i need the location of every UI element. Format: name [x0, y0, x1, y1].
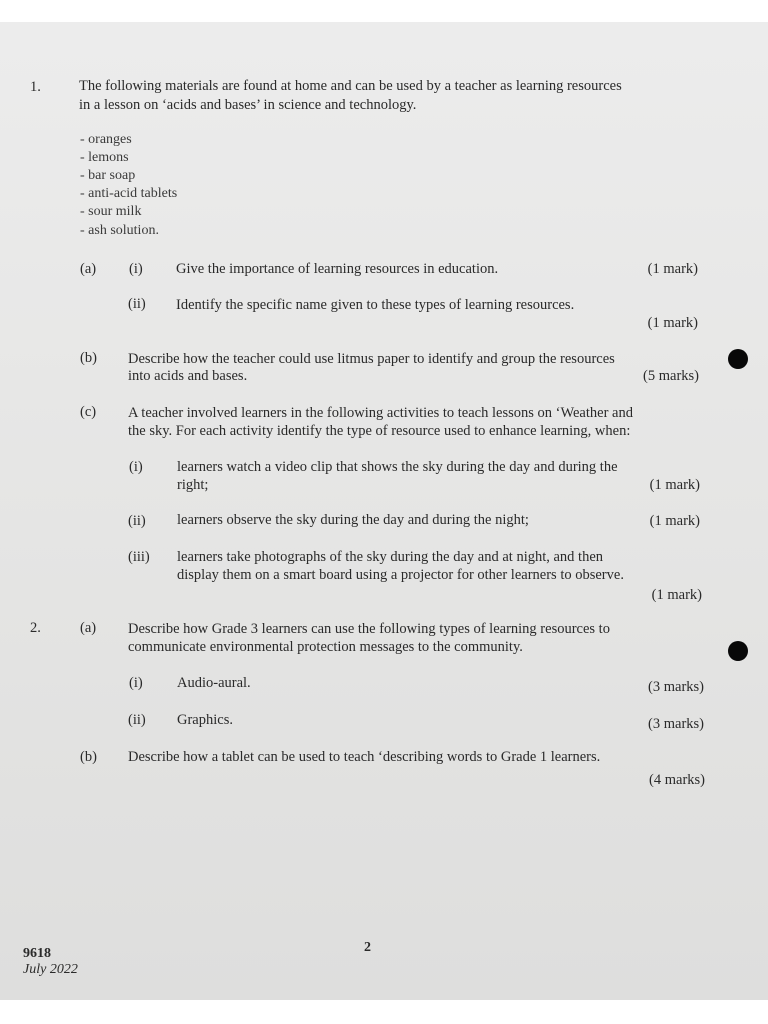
part-1c-iii-marks: (1 mark) [651, 587, 702, 603]
part-1b-label: (b) [80, 350, 97, 366]
part-1a-ii-label: (ii) [128, 296, 146, 312]
part-1c-line-1: A teacher involved learners in the following activities to teach lessons on ‘Weather and [128, 405, 633, 421]
exam-page [0, 22, 768, 1000]
part-2a-ii-text: Graphics. [177, 712, 233, 728]
part-2b-label: (b) [80, 749, 97, 765]
material-item: - anti-acid tablets [80, 186, 178, 201]
part-1a-i-label: (i) [129, 261, 143, 277]
part-2a-label: (a) [80, 620, 97, 636]
part-1c-i-marks: (1 mark) [649, 477, 700, 493]
part-2a-line-1: Describe how Grade 3 learners can use the following types of learning resources to [128, 621, 610, 637]
punch-hole [728, 349, 748, 369]
part-1c-i-line-2: right; [177, 477, 209, 493]
part-1c-iii-label: (iii) [128, 549, 150, 565]
question-1-intro-line-1: The following materials are found at home and can be used by a teacher as learning resources [79, 78, 622, 94]
part-1c-i-label: (i) [129, 459, 143, 475]
part-1c-ii-marks: (1 mark) [649, 513, 700, 529]
material-item: - sour milk [80, 204, 142, 219]
paper-code: 9618 [23, 946, 51, 961]
part-1b-line-2: into acids and bases. [128, 368, 248, 384]
page-number: 2 [364, 940, 371, 955]
part-2a-i-text: Audio-aural. [177, 675, 251, 691]
punch-hole [728, 641, 748, 661]
exam-date: July 2022 [23, 962, 78, 977]
material-item: - ash solution. [80, 223, 159, 238]
question-2-number: 2. [30, 620, 41, 636]
part-1c-ii-label: (ii) [128, 513, 146, 529]
material-item: - lemons [80, 150, 129, 165]
part-1a-ii-marks: (1 mark) [647, 315, 698, 331]
part-1a-label: (a) [80, 261, 97, 277]
part-1a-i-marks: (1 mark) [647, 261, 698, 277]
part-1c-label: (c) [80, 404, 97, 420]
part-2b-marks: (4 marks) [649, 772, 705, 788]
question-1-number: 1. [30, 79, 41, 95]
part-2b-text: Describe how a tablet can be used to teach ‘describing words to Grade 1 learners. [128, 749, 601, 765]
part-1b-marks: (5 marks) [643, 368, 699, 384]
material-item: - oranges [80, 132, 132, 147]
part-1c-ii-text: learners observe the sky during the day and during the night; [177, 512, 529, 528]
part-2a-ii-marks: (3 marks) [648, 716, 704, 732]
part-1c-iii-line-1: learners take photographs of the sky during the day and at night, and then [177, 549, 604, 565]
part-2a-i-label: (i) [129, 675, 143, 691]
part-2a-ii-label: (ii) [128, 712, 146, 728]
part-1c-i-line-1: learners watch a video clip that shows the sky during the day and during the [177, 459, 618, 475]
part-1a-ii-text: Identify the specific name given to these types of learning resources. [176, 297, 575, 313]
question-1-intro-line-2: in a lesson on ‘acids and bases’ in science and technology. [79, 97, 417, 113]
part-1c-line-2: the sky. For each activity identify the type of resource used to enhance learning, when: [128, 423, 631, 439]
part-2a-line-2: communicate environmental protection messages to the community. [128, 639, 523, 655]
part-1b-line-1: Describe how the teacher could use litmus paper to identify and group the resources [128, 351, 615, 367]
part-1c-iii-line-2: display them on a smart board using a projector for other learners to observe. [177, 567, 624, 583]
part-1a-i-text: Give the importance of learning resources in education. [176, 261, 499, 277]
material-item: - bar soap [80, 168, 136, 183]
part-2a-i-marks: (3 marks) [648, 679, 704, 695]
